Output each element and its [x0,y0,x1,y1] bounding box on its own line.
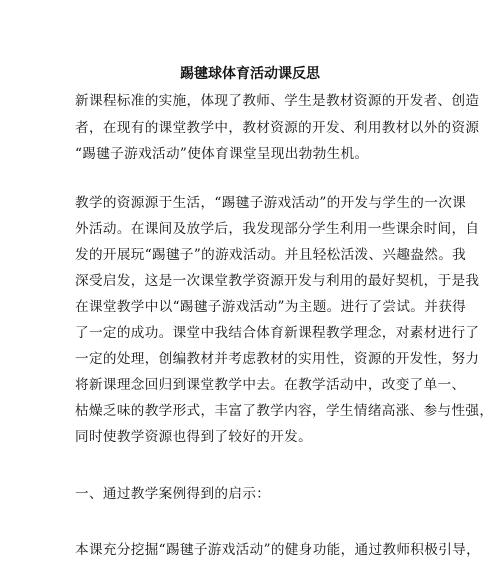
paragraph-line: 教学的资源源于生活，“踢毽子游戏活动”的开发与学生的一次课 [75,195,467,211]
paragraph-line: 外活动。在课间及放学后，我发现部分学生利用一些课余时间，自 [75,221,480,237]
paragraph-line: 将新课理念回归到课堂教学中去。在教学活动中，改变了单一、 [75,377,466,393]
paragraph-line: 本课充分挖掘“踢毽子游戏活动”的健身功能，通过教师积极引导， [75,542,481,558]
document-title: 踢毽球体育活动课反思 [180,66,320,82]
paragraph-line: 枯燥乏味的教学形式，丰富了教学内容，学生情绪高涨、参与性强， [75,403,494,419]
paragraph-line: 了一定的成功。课堂中我结合体育新课程教学理念，对素材进行了 [75,325,480,341]
section-heading: 一、通过教学案例得到的启示： [75,486,271,502]
paragraph-line: 发的开展玩“踢毽子”的游戏活动。并且轻松活泼、兴趣盎然。我 [75,247,467,263]
paragraph-line: 新课程标准的实施，体现了教师、学生是教材资源的开发者、创造 [75,93,480,109]
paragraph-line: 者，在现有的课堂教学中，教材资源的开发、利用教材以外的资源 [75,120,480,136]
paragraph-line: 深受启发，这是一次课堂教学资源开发与利用的最好契机，于是我 [75,273,480,289]
paragraph-line: 一定的处理，创编教材并考虑教材的实用性，资源的开发性，努力 [75,351,480,367]
paragraph-line: 同时使教学资源也得到了较好的开发。 [75,429,313,445]
paragraph-line: 在课堂教学中以“踢毽子游戏活动”为主题。进行了尝试。并获得 [75,299,467,315]
paragraph-line: “踢毽子游戏活动”使体育课堂呈现出勃勃生机。 [75,146,369,162]
